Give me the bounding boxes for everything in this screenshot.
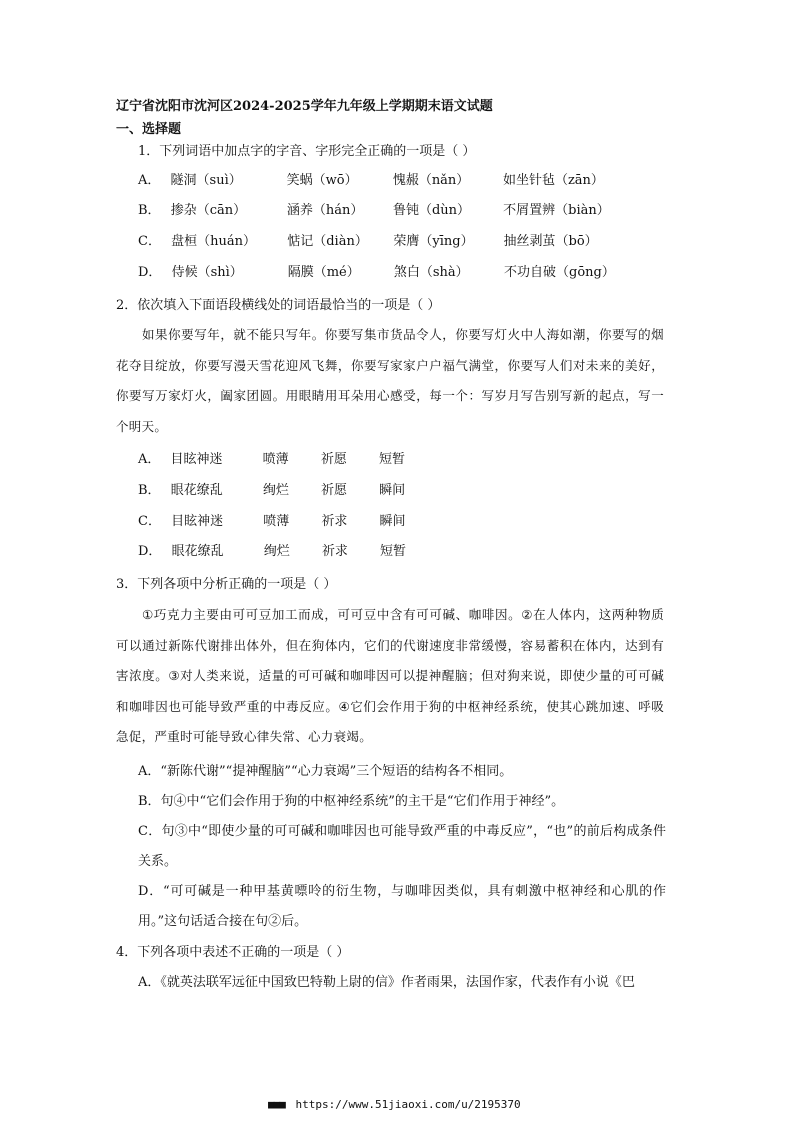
question-2-option-b: B． 眼花缭乱 绚烂 祈愿 瞬间	[138, 483, 406, 498]
watermark-url[interactable]: https://www.51jiaoxi.com/u/2195370	[295, 1098, 521, 1111]
question-4-stem: 4．下列各项中表述不正确的一项是（ ）	[116, 945, 350, 960]
question-4-option-a: A．《就英法联军远征中国致巴特勒上尉的信》作者雨果，法国作家，代表作有小说《巴	[138, 975, 635, 990]
question-3-option-b: B．句④中“它们会作用于狗的中枢神经系统”的主干是“它们作用于神经”。	[138, 794, 565, 809]
question-1-option-c: C． 盘桓（huán） 惦记（diàn） 荣膺（yīng） 抽丝剥茧（bō）	[138, 234, 598, 249]
question-2-option-a: A． 目眩神迷 喷薄 祈愿 短暂	[138, 452, 405, 467]
question-1-option-a: A． 隧洞（suì） 笑蜗（wō） 愧赧（nǎn） 如坐针毡（zān）	[138, 173, 604, 188]
question-3-option-c: C．句③中“即使少量的可可碱和咖啡因也可能导致严重的中毒反应”，“也”的前后构成条件关系。	[138, 824, 666, 869]
question-2-stem: 2．依次填入下面语段横线处的词语最恰当的一项是（ ）	[116, 298, 441, 313]
question-2-passage: 如果你要写年，就不能只写年。你要写集市货品令人，你要写灯火中人海如潮，你要写的烟花夺目绽放，你要写漫天雪花迎风飞舞，你要写家家户户福气满堂，你要写人们对未来的美好，你要写万家灯火，阖家团圆。用眼睛用耳朵用心感受，每一个：写岁月写告别写新的起点，写一个明天。	[116, 327, 664, 434]
footer-watermark	[268, 1098, 521, 1111]
question-3-option-d: D．“可可碱是一种甲基黄嘌呤的衍生物，与咖啡因类似，具有刺激中枢神经和心肌的作用。”这句话适合接在句②后。	[138, 884, 666, 929]
question-3-passage: ①巧克力主要由可可豆加工而成，可可豆中含有可可碱、咖啡因。②在人体内，这两种物质可以通过新陈代谢排出体外，但在狗体内，它们的代谢速度非常缓慢，容易蓄积在体内，达到有害浓度。③对人类来说，适量的可可碱和咖啡因可以提神醒脑；但对狗来说，即使少量的可可碱和咖啡因也可能导致严重的中毒反应。④它们会作用于狗的中枢神经系统，使其心跳加速、呼吸急促，严重时可能导致心律失常、心力衰竭。	[116, 607, 664, 744]
exam-title: 辽宁省沈阳市沈河区2024-2025学年九年级上学期期末语文试题	[116, 99, 493, 114]
question-2-option-c: C． 目眩神迷 喷薄 祈求 瞬间	[138, 514, 406, 529]
question-2-option-d: D． 眼花缭乱 绚烂 祈求 短暂	[138, 544, 407, 559]
question-1-option-d: D． 侍候（shì） 隔膜（mé） 煞白（shà） 不功自破（gōng）	[138, 265, 615, 280]
question-3-stem: 3．下列各项中分析正确的一项是（ ）	[116, 577, 337, 592]
section-heading: 一、选择题	[116, 122, 182, 137]
question-1-stem: 1．下列词语中加点字的字音、字形完全正确的一项是（ ）	[138, 144, 476, 159]
watermark-marks: ■■■	[268, 1098, 285, 1111]
question-1-option-b: B． 掺杂（cān） 涵养（hán） 鲁钝（dùn） 不屑置辨（biàn）	[138, 203, 610, 218]
question-3-option-a: A．“新陈代谢”“提神醒脑”“心力衰竭”三个短语的结构各不相同。	[138, 764, 513, 779]
